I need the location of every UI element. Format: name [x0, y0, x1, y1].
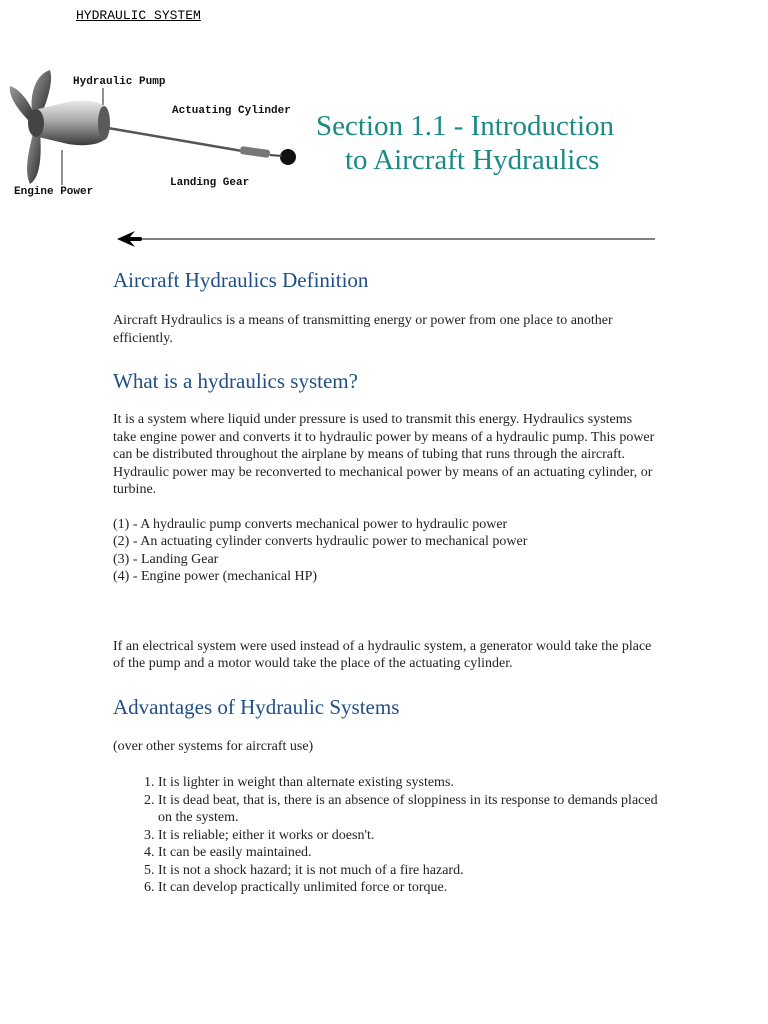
electrical-note: If an electrical system were used instead of a hydraulic system, a generator would take the place of the pump and a motor would take the place of the actuating cylinder.: [113, 638, 652, 671]
advantages-list: [113, 774, 658, 897]
what-is-body: It is a system where liquid under pressure is used to transmit this energy. Hydraulics systems take engine power and converts it to hydraulic power by means of a hydraulic pump. This power can be distributed throughout the airplane by means of tubing that runs through the aircraft. Hydraulic power may be reconverted to mechanical power by means of an actuating cylinder, or turbine.: [113, 412, 655, 497]
hydraulic-system-diagram: [0, 60, 310, 210]
advantages-intro: (over other systems for aircraft use): [113, 738, 314, 754]
list-item: (4) - Engine power (mechanical HP): [113, 569, 318, 584]
list-item: (1) - A hydraulic pump converts mechanical power to hydraulic power: [113, 516, 508, 532]
list-item: 2. It is dead beat, that is, there is an absence of sloppiness in its response to demands placed on the system.: [158, 792, 658, 827]
gear-label: Landing Gear: [170, 177, 250, 189]
hydraulic-line: [108, 128, 248, 152]
advantages-heading: Advantages of Hydraulic Systems: [113, 694, 400, 719]
engine-label: Engine Power: [14, 186, 94, 198]
pump-label: Hydraulic Pump: [73, 76, 166, 88]
what-is-heading: What is a hydraulics system?: [113, 369, 358, 393]
section-title-line1: Section 1.1 - Introduction: [316, 110, 615, 143]
section-title: [316, 109, 614, 177]
definition-heading: Aircraft Hydraulics Definition: [113, 268, 369, 292]
component-list: [113, 516, 658, 586]
actuating-cylinder: [240, 146, 296, 165]
section-title-line2: to Aircraft Hydraulics: [345, 144, 600, 177]
list-item: 3. It is reliable; either it works or doesn't.: [158, 827, 658, 845]
list-item: 1. It is lighter in weight than alternate existing systems.: [158, 774, 658, 792]
list-item: 6. It can develop practically unlimited force or torque.: [158, 879, 658, 897]
definition-body: Aircraft Hydraulics is a means of transmitting energy or power from one place to another efficiently.: [113, 313, 613, 346]
main-content: [113, 266, 658, 897]
top-nav-link[interactable]: HYDRAULIC SYSTEM: [76, 8, 201, 23]
section-divider: [115, 228, 655, 250]
list-item: 5. It is not a shock hazard; it is not much of a fire hazard.: [158, 862, 658, 880]
list-item: (3) - Landing Gear: [113, 551, 219, 567]
jet-icon: [117, 231, 143, 247]
cylinder-label: Actuating Cylinder: [172, 105, 291, 117]
list-item: (2) - An actuating cylinder converts hydraulic power to mechanical power: [113, 534, 528, 549]
list-item: 4. It can be easily maintained.: [158, 844, 658, 862]
